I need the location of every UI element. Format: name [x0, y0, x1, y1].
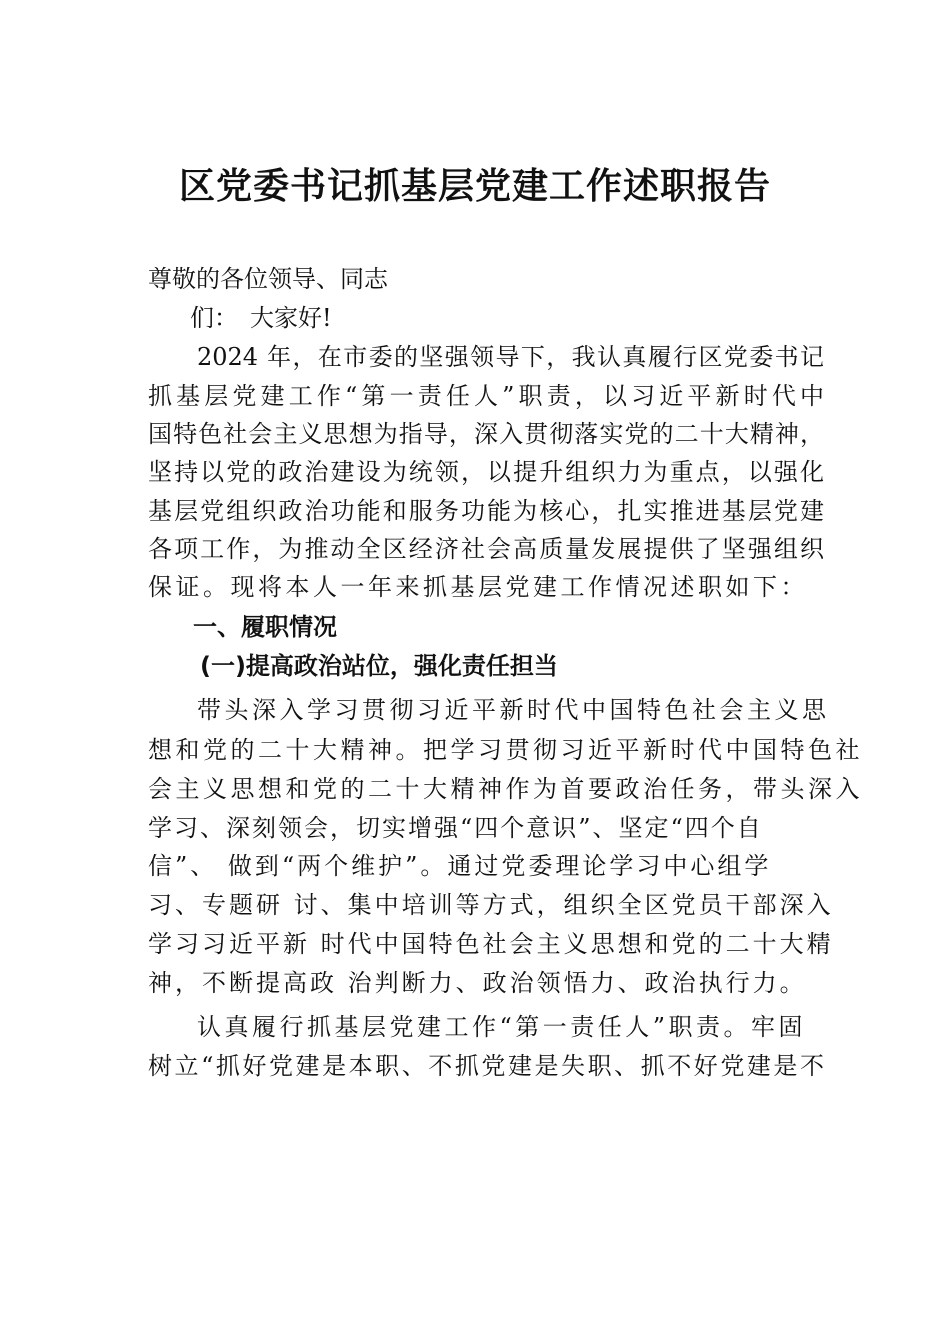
- paragraph-line: 学习、深刻领会，切实增强“四个意识”、坚定“四个自: [148, 814, 763, 842]
- paragraph-line: 基层党组织政治功能和服务功能为核心，扎实推进基层党建: [148, 497, 824, 525]
- paragraph-line: 想和党的二十大精神。把学习贯彻习近平新时代中国特色社: [148, 736, 863, 764]
- salutation-line: 尊敬的各位领导、同志: [148, 265, 388, 293]
- paragraph-line: 会主义思想和党的二十大精神作为首要政治任务，带头深入: [148, 775, 863, 803]
- paragraph-line: 树立“抓好党建是本职、不抓党建是失职、抓不好党建是不: [148, 1052, 824, 1080]
- paragraph-line: 带头深入学习贯彻习近平新时代中国特色社会主义思: [197, 696, 830, 724]
- paragraph-line: 信”、 做到“两个维护”。通过党委理论学习中心组学: [148, 852, 772, 880]
- subsection-heading: (一)提高政治站位，强化责任担当: [200, 652, 558, 680]
- paragraph-line: 保证。现将本人一年来抓基层党建工作情况述职如下：: [148, 573, 808, 601]
- document-title: 区党委书记抓基层党建工作述职报告: [178, 166, 771, 207]
- paragraph-line: 习、专题研 讨、集中培训等方式，组织全区党员干部深入: [148, 891, 834, 919]
- paragraph-line: 坚持以党的政治建设为统领，以提升组织力为重点，以强化: [148, 458, 824, 486]
- paragraph-line: 学习习近平新 时代中国特色社会主义思想和党的二十大精: [148, 930, 834, 958]
- paragraph-line: 国特色社会主义思想为指导，深入贯彻落实党的二十大精神，: [148, 420, 824, 448]
- paragraph-line: 神，不断提高政 治判断力、政治领悟力、政治执行力。: [148, 969, 807, 997]
- salutation-line: 们： 大家好!: [190, 304, 332, 332]
- section-heading: 一、履职情况: [193, 613, 337, 641]
- paragraph-line: 各项工作，为推动全区经济社会高质量发展提供了坚强组织: [148, 535, 824, 563]
- paragraph-line: 抓基层党建工作“第一责任人”职责，以习近平新时代中: [148, 382, 824, 410]
- paragraph-line: 2024 年，在市委的坚强领导下，我认真履行区党委书记: [197, 343, 824, 371]
- paragraph-line: 认真履行抓基层党建工作“第一责任人”职责。牢固: [197, 1013, 807, 1041]
